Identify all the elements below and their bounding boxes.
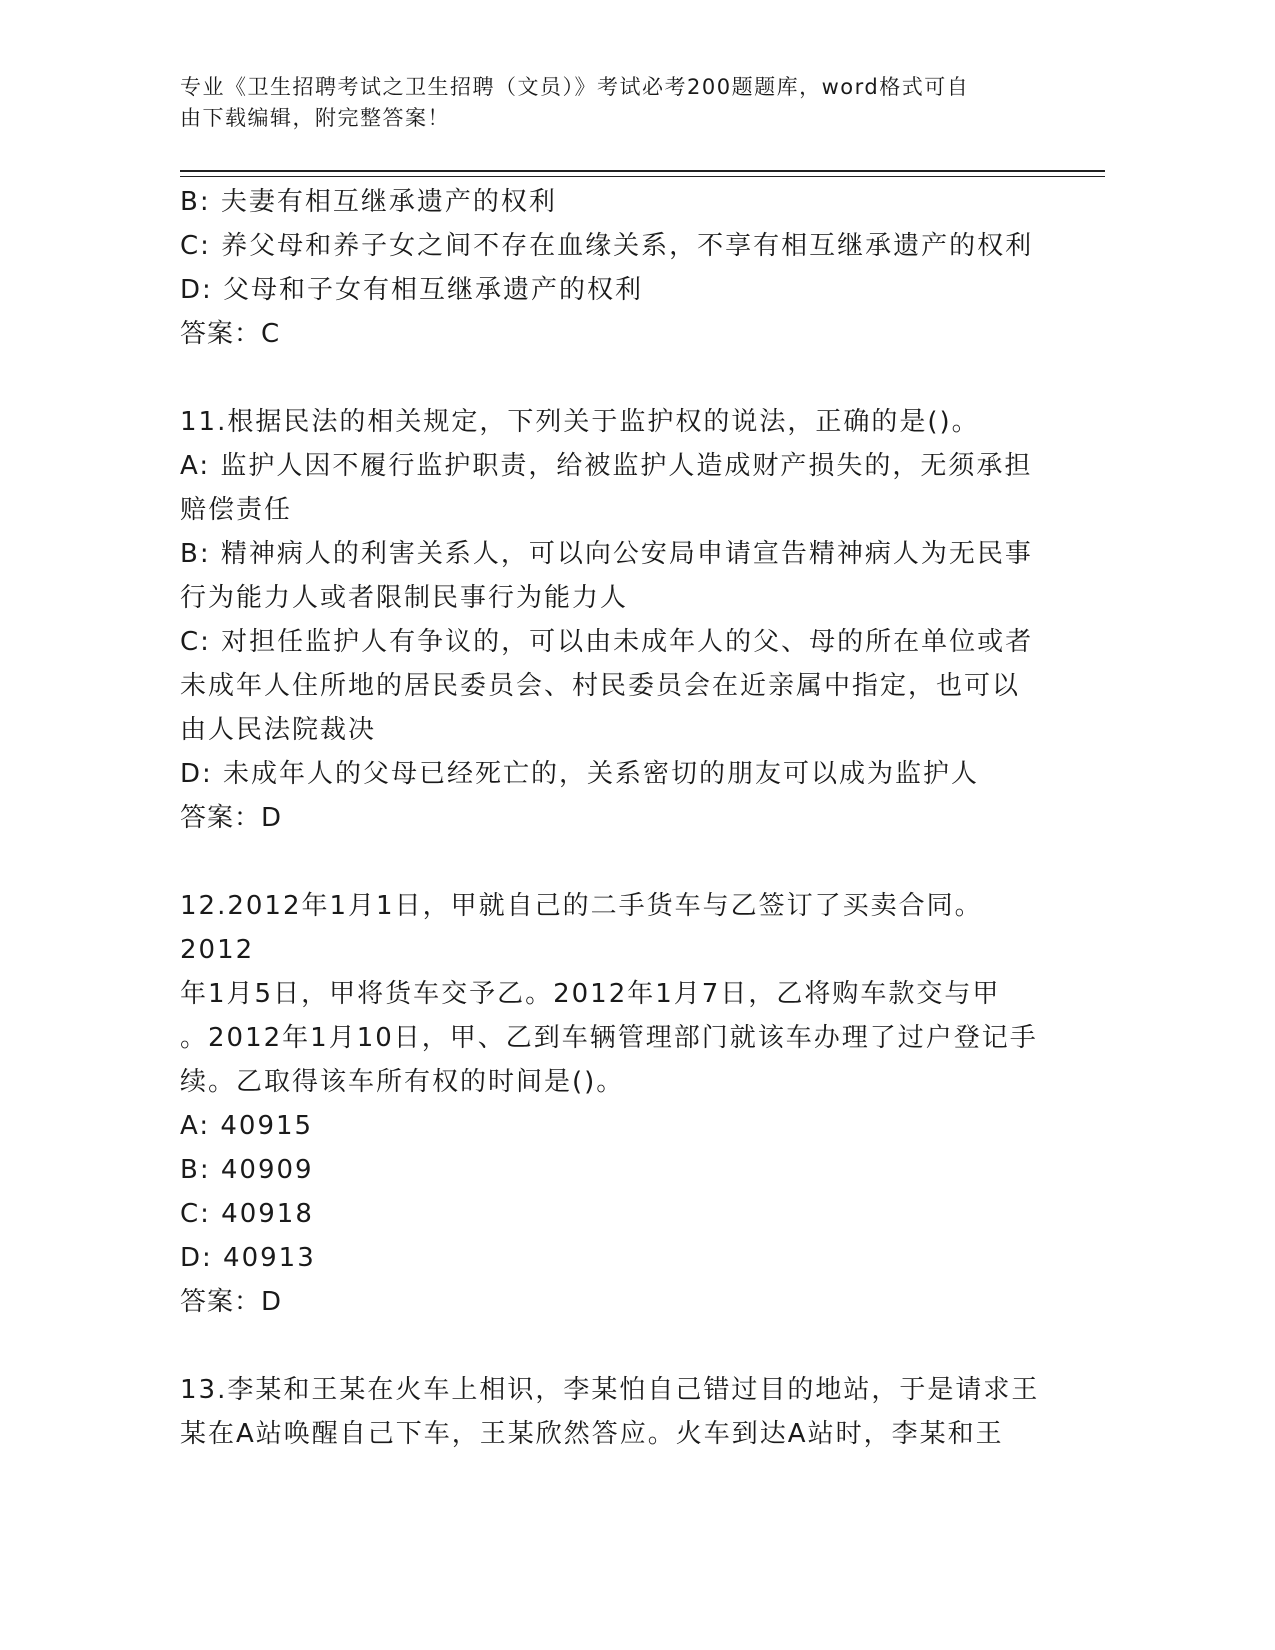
header-line: 由下载编辑，附完整答案！ xyxy=(180,106,450,130)
question-stem-continued: 某在A站唤醒自己下车，王某欣然答应。火车到达A站时，李某和王 xyxy=(180,1419,1004,1449)
question-stem-continued: 续。乙取得该车所有权的时间是()。 xyxy=(180,1067,625,1097)
option-c: C: 养父母和养子女之间不存在血缘关系，不享有相互继承遗产的权利 xyxy=(180,231,1034,261)
option-b-continued: 行为能力人或者限制民事行为能力人 xyxy=(180,583,629,613)
header-divider-thin xyxy=(180,176,1105,177)
question-10 xyxy=(180,180,1050,356)
header-divider xyxy=(180,170,1105,172)
document-header xyxy=(180,72,1050,134)
option-a: A: 监护人因不履行监护职责，给被监护人造成财产损失的，无须承担 xyxy=(180,451,1033,481)
option-c: C: 对担任监护人有争议的，可以由未成年人的父、母的所在单位或者 xyxy=(180,627,1034,657)
question-12 xyxy=(180,884,1050,1324)
answer: 答案：D xyxy=(180,1287,283,1317)
option-a-continued: 赔偿责任 xyxy=(180,495,293,525)
option-c-continued: 由人民法院裁决 xyxy=(180,715,377,745)
question-stem-continued: 。2012年1月10日，甲、乙到车辆管理部门就该车办理了过户登记手 xyxy=(180,1023,1038,1053)
question-stem: 12.2012年1月1日，甲就自己的二手货车与乙签订了买卖合同。2012 xyxy=(180,891,983,965)
option-d: D: 父母和子女有相互继承遗产的权利 xyxy=(180,275,644,305)
option-c-continued: 未成年人住所地的居民委员会、村民委员会在近亲属中指定，也可以 xyxy=(180,671,1021,701)
question-list xyxy=(180,180,1050,1456)
spacer xyxy=(180,356,1050,400)
option-b: B: 40909 xyxy=(180,1155,314,1185)
question-stem-continued: 年1月5日，甲将货车交予乙。2012年1月7日，乙将购车款交与甲 xyxy=(180,979,1001,1009)
option-d: D: 未成年人的父母已经死亡的，关系密切的朋友可以成为监护人 xyxy=(180,759,980,789)
question-stem: 13.李某和王某在火车上相识，李某怕自己错过目的地站，于是请求王 xyxy=(180,1375,1040,1405)
option-b: B: 精神病人的利害关系人，可以向公安局申请宣告精神病人为无民事 xyxy=(180,539,1033,569)
option-b: B: 夫妻有相互继承遗产的权利 xyxy=(180,187,557,217)
spacer xyxy=(180,1324,1050,1368)
option-c: C: 40918 xyxy=(180,1199,314,1229)
option-a: A: 40915 xyxy=(180,1111,314,1141)
header-line: 专业《卫生招聘考试之卫生招聘（文员）》考试必考200题题库，word格式可自 xyxy=(180,75,970,99)
option-d: D: 40913 xyxy=(180,1243,316,1273)
spacer xyxy=(180,840,1050,884)
question-stem: 11.根据民法的相关规定，下列关于监护权的说法，正确的是()。 xyxy=(180,407,980,437)
question-11 xyxy=(180,400,1050,840)
answer: 答案：D xyxy=(180,803,283,833)
answer: 答案：C xyxy=(180,319,281,349)
question-13 xyxy=(180,1368,1050,1456)
